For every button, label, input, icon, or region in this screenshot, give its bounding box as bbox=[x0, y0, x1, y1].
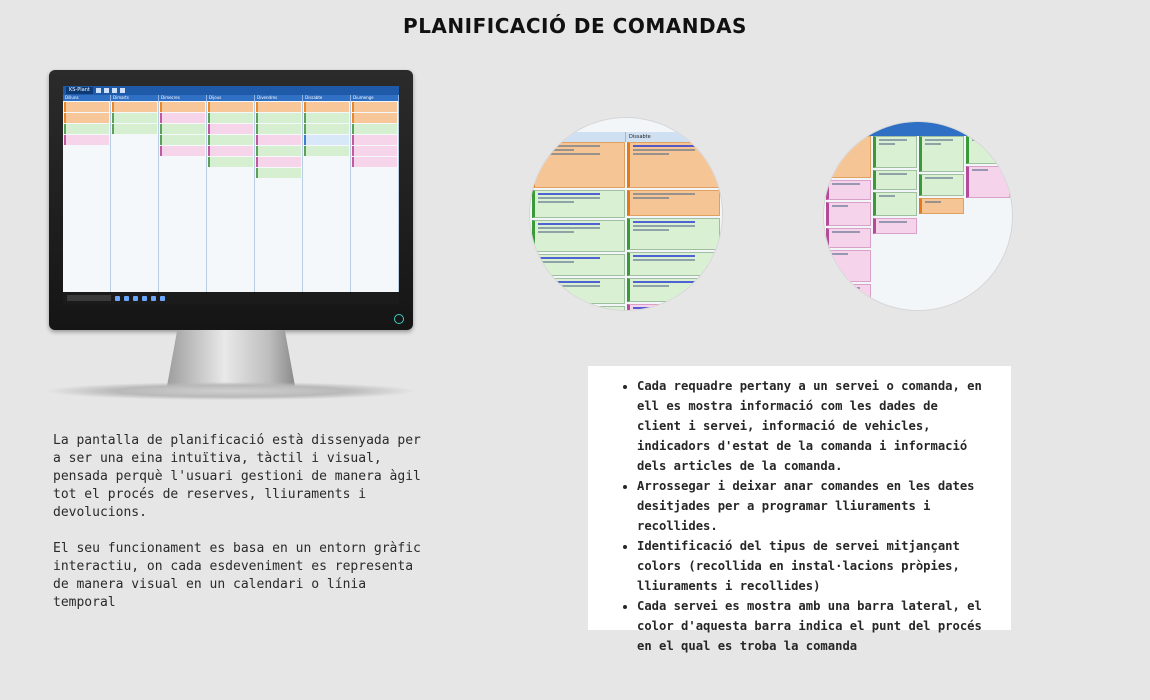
order-card[interactable] bbox=[627, 218, 720, 250]
order-card[interactable] bbox=[256, 113, 301, 123]
order-card[interactable] bbox=[826, 228, 871, 248]
order-card[interactable] bbox=[256, 135, 301, 145]
monitor-bezel bbox=[49, 70, 413, 330]
zoom-toolbar bbox=[824, 122, 1012, 136]
order-card[interactable] bbox=[160, 135, 205, 145]
day-label: Dimarts bbox=[111, 95, 159, 101]
features-list bbox=[618, 376, 983, 656]
day-column bbox=[255, 101, 303, 292]
planning-screen bbox=[63, 86, 399, 304]
zoom-column bbox=[826, 136, 871, 310]
day-label: Dijous bbox=[207, 95, 255, 101]
order-card[interactable] bbox=[160, 102, 205, 112]
feature-item: • Identificació del tipus de servei mitjançant colors (recollida en instal·lacions pròpies, lliuraments i recollides) bbox=[637, 536, 983, 596]
order-card[interactable] bbox=[304, 124, 349, 134]
order-card[interactable] bbox=[532, 220, 625, 252]
description-text bbox=[53, 432, 423, 630]
order-card[interactable] bbox=[532, 278, 625, 304]
order-card[interactable] bbox=[873, 136, 918, 168]
order-card[interactable] bbox=[256, 102, 301, 112]
order-card[interactable] bbox=[873, 218, 918, 234]
feature-item: • Cada servei es mostra amb una barra lateral, el color d'aquesta barra indica el punt del procés en el qual es troba la comanda bbox=[637, 596, 983, 656]
order-card[interactable] bbox=[208, 157, 253, 167]
monitor-stand bbox=[167, 330, 295, 386]
toolbar-button[interactable] bbox=[120, 88, 125, 93]
order-card[interactable] bbox=[112, 102, 157, 112]
order-card[interactable] bbox=[627, 252, 720, 276]
order-card[interactable] bbox=[208, 113, 253, 123]
order-card[interactable] bbox=[532, 254, 625, 276]
order-card[interactable] bbox=[532, 142, 625, 188]
order-card[interactable] bbox=[627, 304, 720, 310]
order-card[interactable] bbox=[352, 135, 397, 145]
calendar-grid bbox=[63, 101, 399, 292]
app-icon[interactable] bbox=[142, 296, 147, 301]
order-card[interactable] bbox=[873, 170, 918, 190]
monitor-base-shadow bbox=[49, 382, 413, 400]
app-icon[interactable] bbox=[133, 296, 138, 301]
features-box bbox=[588, 366, 1011, 653]
taskbar-search[interactable] bbox=[67, 295, 111, 301]
order-card[interactable] bbox=[160, 146, 205, 156]
day-column bbox=[63, 101, 111, 292]
zoom-day-header bbox=[530, 132, 722, 142]
order-card[interactable] bbox=[304, 135, 349, 145]
order-card[interactable] bbox=[826, 202, 871, 226]
toolbar-button[interactable] bbox=[112, 88, 117, 93]
order-card[interactable] bbox=[352, 157, 397, 167]
zoom-column bbox=[919, 136, 964, 310]
description-paragraph: El seu funcionament es basa en un entorn gràfic interactiu, on cada esdeveniment es representa de manera visual en un calendari o línia temporal bbox=[53, 541, 421, 610]
feature-item: • Cada requadre pertany a un servei o comanda, en ell es mostra informació com les dades de client i servei, informació de vehicles, indicadors d'estat de la comanda i informació dels articles de la comanda. bbox=[637, 376, 983, 476]
order-card[interactable] bbox=[64, 124, 109, 134]
os-taskbar bbox=[63, 292, 399, 304]
order-card[interactable] bbox=[532, 306, 625, 310]
order-card[interactable] bbox=[826, 250, 871, 282]
order-card[interactable] bbox=[256, 146, 301, 156]
app-icon[interactable] bbox=[160, 296, 165, 301]
order-card[interactable] bbox=[112, 124, 157, 134]
order-card[interactable] bbox=[826, 136, 871, 178]
app-logo: KS-Plant bbox=[66, 87, 93, 94]
zoom-detail-calendar bbox=[824, 122, 1012, 310]
order-card[interactable] bbox=[208, 102, 253, 112]
day-column bbox=[303, 101, 351, 292]
zoom-column bbox=[627, 142, 720, 310]
order-card[interactable] bbox=[627, 142, 720, 188]
day-label: Divendres bbox=[255, 95, 303, 101]
app-icon[interactable] bbox=[115, 296, 120, 301]
order-card[interactable] bbox=[304, 102, 349, 112]
page-title: PLANIFICACIÓ DE COMANDAS bbox=[403, 14, 747, 38]
order-card[interactable] bbox=[352, 102, 397, 112]
toolbar-button[interactable] bbox=[104, 88, 109, 93]
order-card[interactable] bbox=[208, 124, 253, 134]
zoom-day-label: Dissabte bbox=[626, 132, 722, 142]
order-card[interactable] bbox=[304, 146, 349, 156]
zoom-column bbox=[873, 136, 918, 310]
order-card[interactable] bbox=[304, 113, 349, 123]
order-card[interactable] bbox=[826, 180, 871, 200]
day-label: Dissabte bbox=[303, 95, 351, 101]
order-card[interactable] bbox=[966, 166, 1011, 198]
description-paragraph: La pantalla de planificació està dissenyada per a ser una eina intuïtiva, tàctil i visual, pensada perquè l'usuari gestioni de manera àgil tot el procés de reserves, lliuraments i devolucions. bbox=[53, 433, 421, 520]
zoom-columns bbox=[530, 142, 722, 310]
zoom-detail-cards bbox=[530, 118, 722, 310]
order-card[interactable] bbox=[64, 113, 109, 123]
toolbar-button[interactable] bbox=[96, 88, 101, 93]
day-label: Diumenge bbox=[351, 95, 399, 101]
day-label: Dilluns bbox=[63, 95, 111, 101]
monitor-mockup bbox=[49, 70, 413, 400]
order-card[interactable] bbox=[352, 146, 397, 156]
zoom-column bbox=[532, 142, 625, 310]
order-card[interactable] bbox=[919, 198, 964, 214]
order-card[interactable] bbox=[208, 135, 253, 145]
order-card[interactable] bbox=[352, 124, 397, 134]
order-card[interactable] bbox=[256, 157, 301, 167]
order-card[interactable] bbox=[160, 124, 205, 134]
order-card[interactable] bbox=[966, 136, 1011, 164]
zoom-day-label: Divendres bbox=[530, 132, 626, 142]
order-card[interactable] bbox=[627, 278, 720, 302]
app-toolbar bbox=[63, 86, 399, 95]
order-card[interactable] bbox=[352, 113, 397, 123]
zoom-column bbox=[966, 136, 1011, 310]
order-card[interactable] bbox=[208, 146, 253, 156]
order-card[interactable] bbox=[873, 192, 918, 216]
order-card[interactable] bbox=[64, 135, 109, 145]
order-card[interactable] bbox=[256, 124, 301, 134]
feature-item: • Arrossegar i deixar anar comandes en les dates desitjades per a programar lliuraments i recollides. bbox=[637, 476, 983, 536]
app-icon[interactable] bbox=[124, 296, 129, 301]
day-column bbox=[207, 101, 255, 292]
order-card[interactable] bbox=[112, 113, 157, 123]
app-icon[interactable] bbox=[151, 296, 156, 301]
order-card[interactable] bbox=[826, 284, 871, 306]
power-icon bbox=[394, 314, 404, 324]
order-card[interactable] bbox=[64, 102, 109, 112]
order-card[interactable] bbox=[919, 136, 964, 172]
order-card[interactable] bbox=[160, 113, 205, 123]
zoom-columns bbox=[824, 136, 1012, 310]
day-column bbox=[111, 101, 159, 292]
order-card[interactable] bbox=[627, 190, 720, 216]
order-card[interactable] bbox=[532, 190, 625, 218]
day-label: Dimecres bbox=[159, 95, 207, 101]
day-column bbox=[351, 101, 399, 292]
order-card[interactable] bbox=[919, 174, 964, 196]
order-card[interactable] bbox=[256, 168, 301, 178]
day-column bbox=[159, 101, 207, 292]
